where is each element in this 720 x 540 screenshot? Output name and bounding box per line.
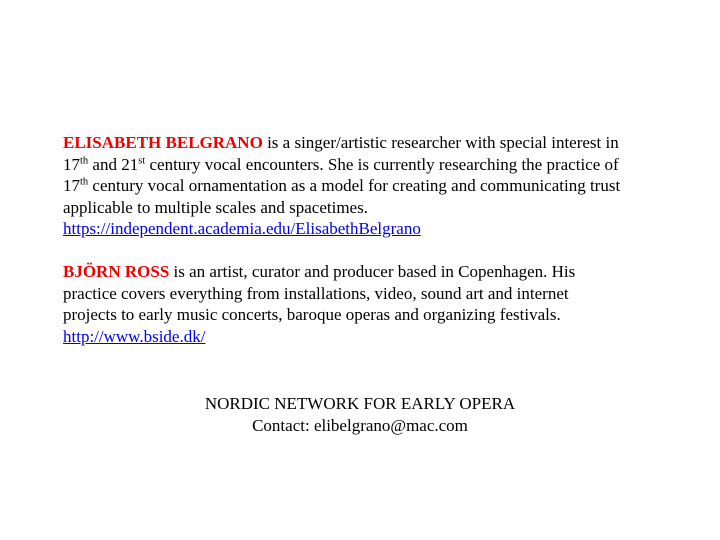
link-line-bside: [63, 326, 663, 348]
bio-text: st: [138, 154, 146, 166]
footer: [0, 393, 720, 436]
bio-section: [63, 132, 663, 347]
footer-contact: Contact: elibelgrano@mac.com: [252, 415, 468, 435]
bio-paragraph-elisabeth: [63, 132, 663, 218]
bio-text: projects to early music concerts, baroque operas and organizing festivals.: [63, 305, 561, 324]
bio-text: century vocal encounters. She is currently researching the practice of: [145, 154, 619, 174]
bio-text: is an artist, curator and producer based in Copenhagen. His: [169, 262, 576, 281]
academia-link[interactable]: https://independent.academia.edu/ElisabethBelgrano: [63, 219, 421, 238]
bio-text: practice covers everything from installations, video, sound art and internet: [63, 283, 569, 303]
bio-text: century vocal ornamentation as a model for creating and communicating trust: [88, 176, 621, 195]
bio-text: th: [80, 154, 89, 166]
spacer: [63, 240, 663, 262]
bio-text: is a singer/artistic researcher with special interest in: [262, 133, 619, 152]
bio-name: BJÖRN ROSS: [63, 262, 170, 281]
bio-text: applicable to multiple scales and spacetimes.: [63, 197, 368, 217]
bside-link[interactable]: http://www.bside.dk/: [63, 326, 206, 346]
footer-title: NORDIC NETWORK FOR EARLY OPERA: [204, 394, 516, 413]
bio-name: ELISABETH BELGRANO: [63, 133, 263, 152]
bio-text: and 21: [88, 154, 139, 174]
bio-text: 17: [63, 176, 80, 195]
link-line-academia: [63, 218, 663, 240]
bio-text: th: [80, 176, 89, 188]
bio-paragraph-bjorn: [63, 261, 663, 326]
bio-text: 17: [63, 154, 80, 174]
